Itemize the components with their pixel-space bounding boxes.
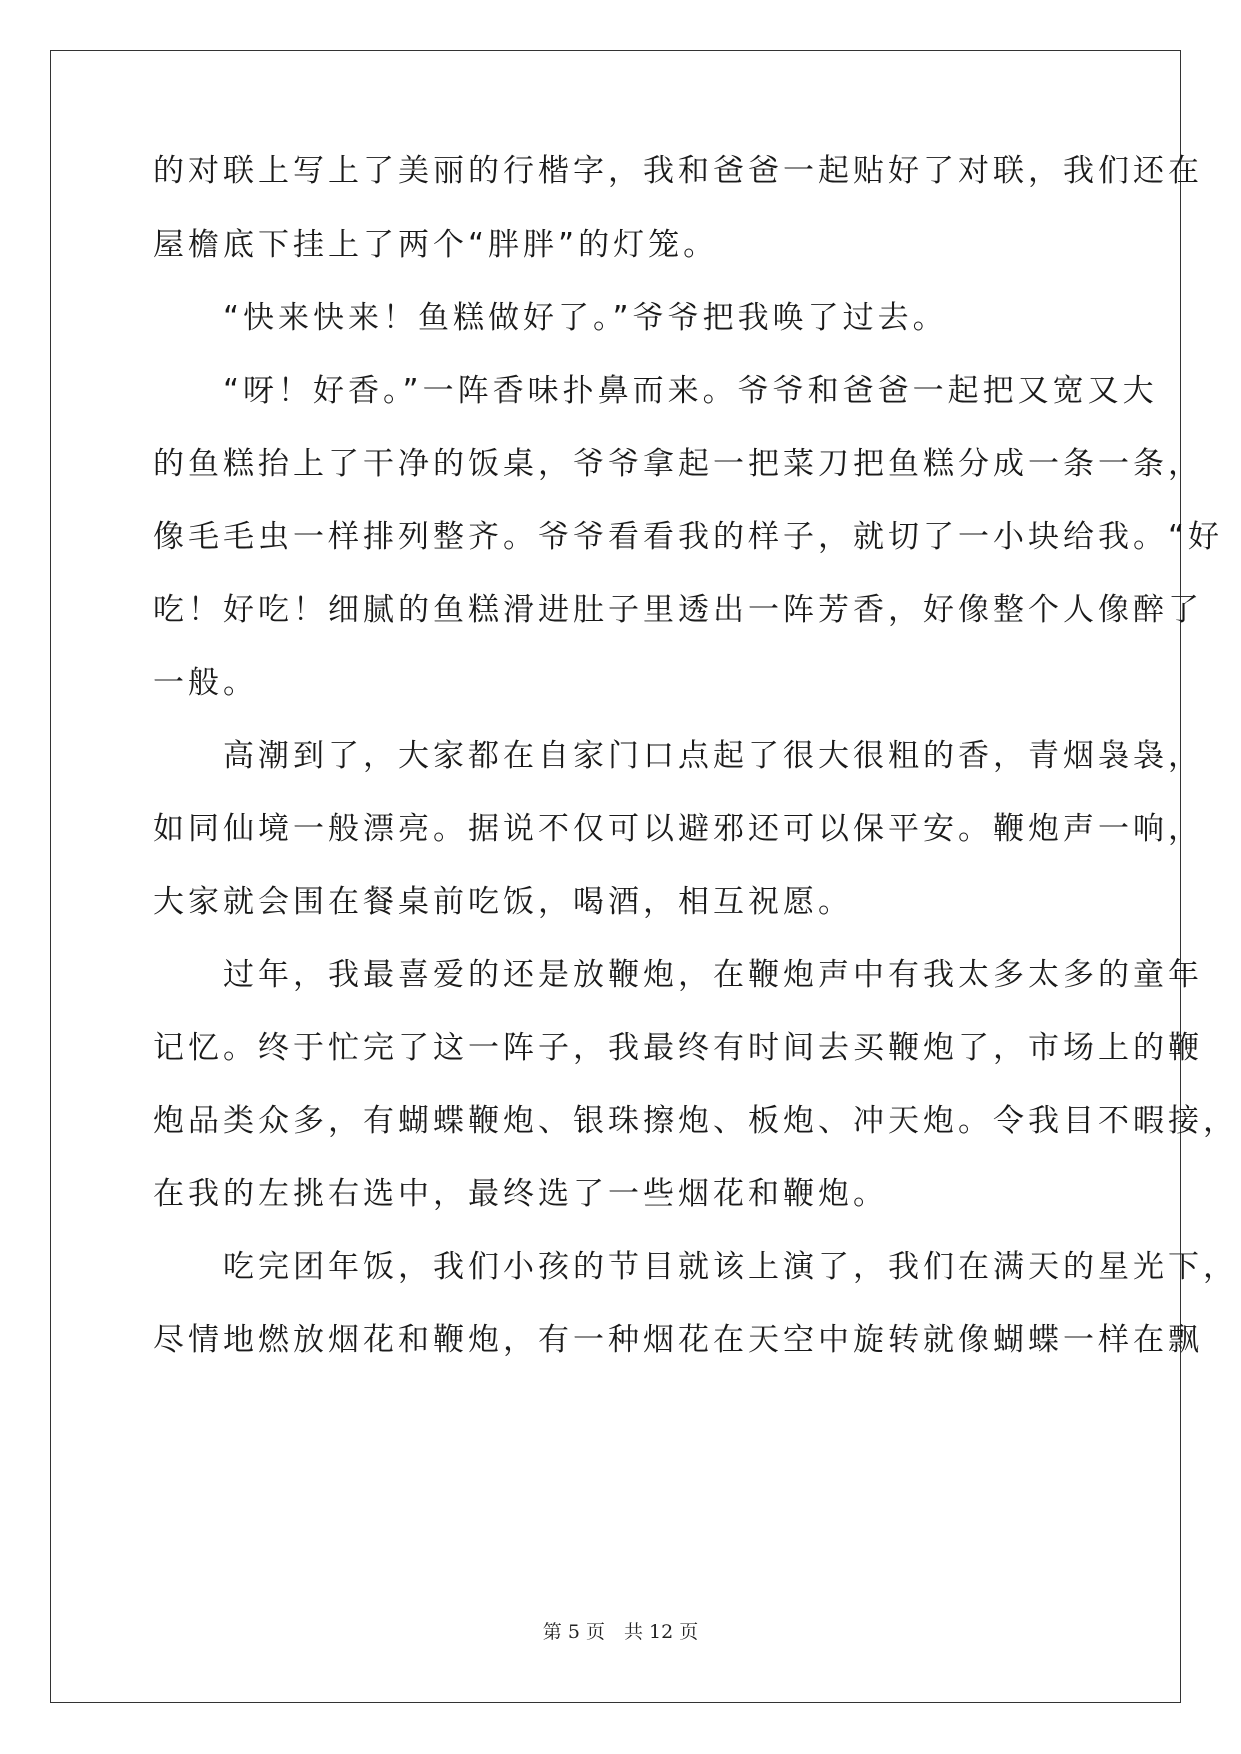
text-line: “呀！好香。”一阵香味扑鼻而来。爷爷和爸爸一起把又宽又大 <box>153 373 1158 409</box>
text-line: 吃！好吃！细腻的鱼糕滑进肚子里透出一阵芳香，好像整个人像醉了 <box>153 592 1203 628</box>
text-line: 过年，我最喜爱的还是放鞭炮，在鞭炮声中有我太多太多的童年 <box>153 957 1203 993</box>
text-line: 如同仙境一般漂亮。据说不仅可以避邪还可以保平安。鞭炮声一响， <box>153 811 1203 847</box>
text-line: “快来快来！鱼糕做好了。”爷爷把我唤了过去。 <box>153 300 948 336</box>
text-line: 炮品类众多，有蝴蝶鞭炮、银珠擦炮、板炮、冲天炮。令我目不暇接， <box>153 1103 1238 1139</box>
text-line: 尽情地燃放烟花和鞭炮，有一种烟花在天空中旋转就像蝴蝶一样在飘 <box>153 1322 1203 1358</box>
text-line: 一般。 <box>153 665 258 701</box>
page-border <box>50 50 1181 1703</box>
text-line: 在我的左挑右选中，最终选了一些烟花和鞭炮。 <box>153 1176 888 1212</box>
page-indicator: 第 5 页 共 12 页 <box>542 1621 699 1643</box>
text-line: 像毛毛虫一样排列整齐。爷爷看看我的样子，就切了一小块给我。“好 <box>153 519 1224 555</box>
text-line: 屋檐底下挂上了两个“胖胖”的灯笼。 <box>153 227 719 263</box>
text-line: 的对联上写上了美丽的行楷字，我和爸爸一起贴好了对联，我们还在 <box>153 153 1203 189</box>
text-line: 大家就会围在餐桌前吃饭，喝酒，相互祝愿。 <box>153 884 853 920</box>
text-line: 记忆。终于忙完了这一阵子，我最终有时间去买鞭炮了，市场上的鞭 <box>153 1030 1203 1066</box>
text-line: 的鱼糕抬上了干净的饭桌，爷爷拿起一把菜刀把鱼糕分成一条一条， <box>153 446 1203 482</box>
text-line: 吃完团年饭，我们小孩的节目就该上演了，我们在满天的星光下， <box>153 1249 1238 1285</box>
text-line: 高潮到了，大家都在自家门口点起了很大很粗的香，青烟袅袅， <box>153 738 1203 774</box>
